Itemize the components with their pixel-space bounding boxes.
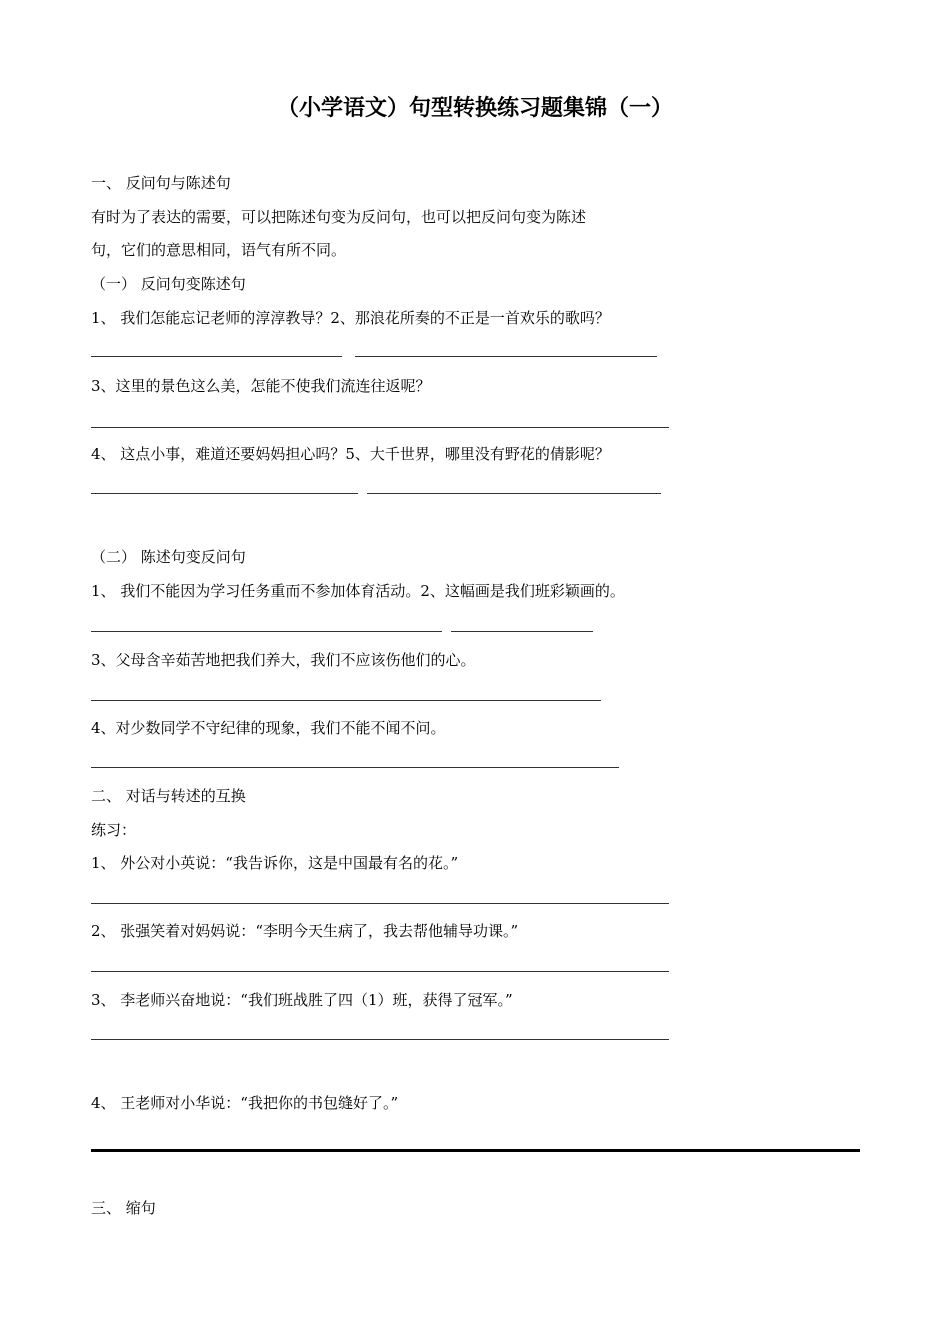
answer-blank-s2-q1: [91, 903, 669, 904]
part-1-question-3: 3、这里的景色这么美，怎能不使我们流连往返呢？: [91, 377, 431, 395]
section-2-question-2: 2、 张强笑着对妈妈说：“李明今天生病了，我去帮他辅导功课。”: [91, 922, 519, 940]
section-2-question-1: 1、 外公对小英说：“我告诉你，这是中国最有名的花。”: [91, 854, 459, 872]
answer-blank-p1-q3: [91, 427, 669, 428]
section-3-heading: 三、 缩句: [91, 1199, 156, 1217]
section-1-heading: 一、 反问句与陈述句: [91, 174, 231, 192]
answer-blank-p1-q5: [367, 493, 661, 494]
section-2-question-4: 4、 王老师对小华说：“我把你的书包缝好了。”: [91, 1094, 399, 1112]
section-2-practice-label: 练习：: [91, 821, 137, 839]
part-2-heading: （二） 陈述句变反问句: [91, 548, 246, 566]
section-divider: [91, 1149, 860, 1152]
section-2-question-3: 3、 李老师兴奋地说：“我们班战胜了四（1）班，获得了冠军。”: [91, 991, 513, 1009]
part-1-question-4-5: 4、 这点小事，难道还要妈妈担心吗？5、大千世界，哪里没有野花的倩影呢？: [91, 445, 610, 463]
answer-blank-p2-q4: [91, 767, 619, 768]
answer-blank-p2-q1: [91, 631, 442, 632]
answer-blank-p1-q1: [91, 356, 342, 357]
section-2-heading: 二、 对话与转述的互换: [91, 787, 246, 805]
answer-blank-p2-q3: [91, 700, 601, 701]
section-1-intro-line-1: 有时为了表达的需要，可以把陈述句变为反问句，也可以把反问句变为陈述: [91, 208, 587, 226]
part-2-question-3: 3、父母含辛茹苦地把我们养大，我们不应该伤他们的心。: [91, 651, 476, 669]
answer-blank-s2-q3: [91, 1039, 669, 1040]
answer-blank-s2-q2: [91, 971, 669, 972]
part-2-question-1-2: 1、 我们不能因为学习任务重而不参加体育活动。2、这幅画是我们班彩颖画的。: [91, 582, 625, 600]
section-1-intro-line-2: 句，它们的意思相同，语气有所不同。: [91, 241, 347, 259]
answer-blank-p1-q2: [355, 356, 657, 357]
answer-blank-p2-q2: [451, 631, 593, 632]
part-2-question-4: 4、对少数同学不守纪律的现象，我们不能不闻不问。: [91, 719, 446, 737]
answer-blank-p1-q4: [91, 493, 358, 494]
part-1-heading: （一） 反问句变陈述句: [91, 275, 246, 293]
part-1-question-1-2: 1、 我们怎能忘记老师的淳淳教导？2、那浪花所奏的不正是一首欢乐的歌吗？: [91, 309, 610, 327]
page-title: （小学语文）句型转换练习题集锦（一）: [276, 96, 673, 121]
